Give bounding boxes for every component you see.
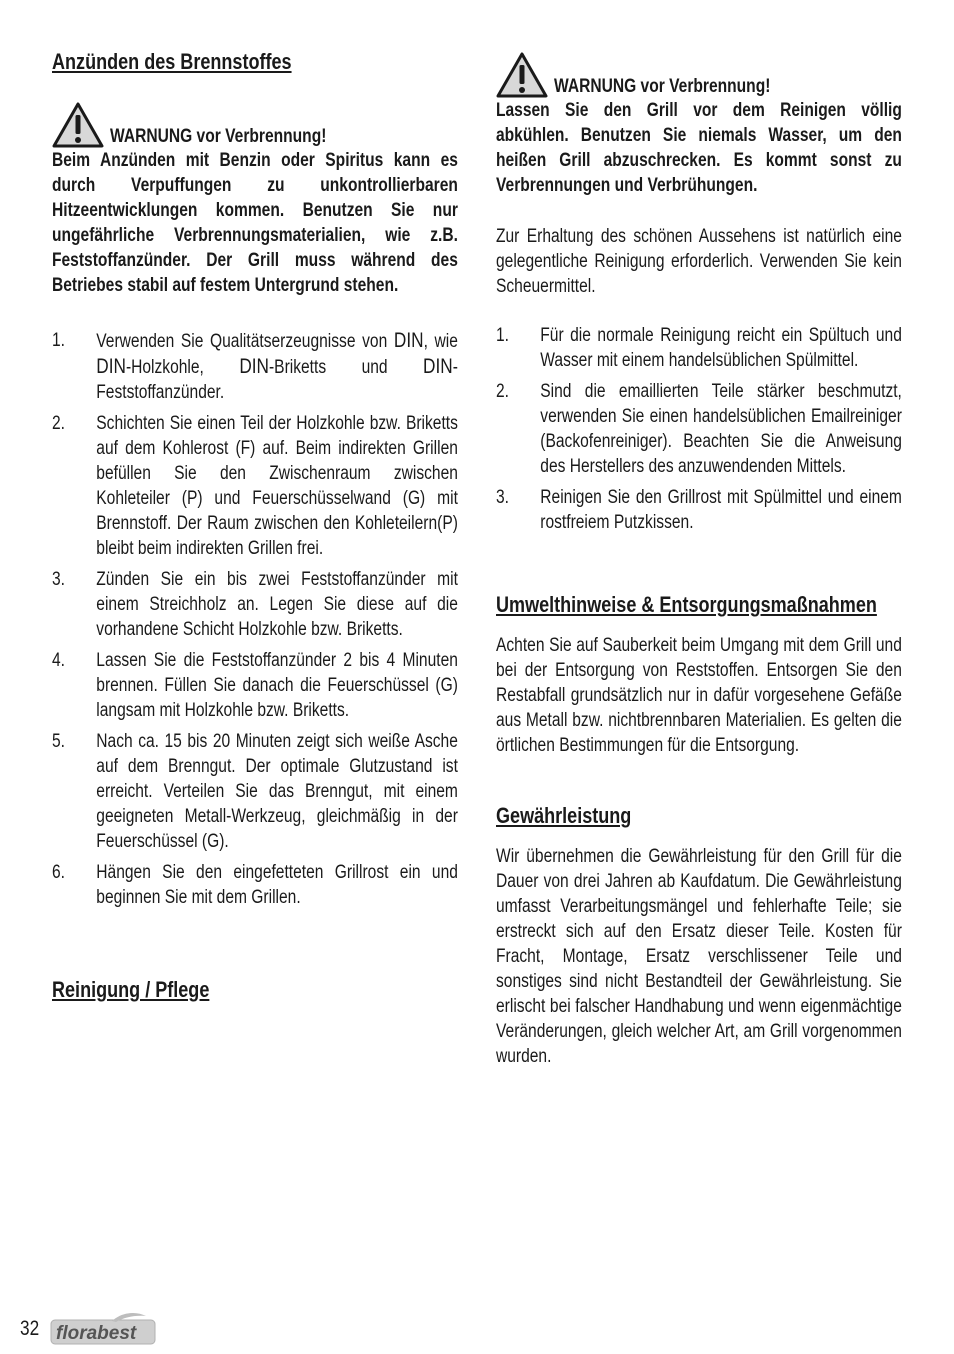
cleaning-intro: Zur Erhaltung des schönen Aussehens ist natürlich eine gelegentliche Reinigung erforderlich. Verwenden Sie kein Scheuermittel. [496, 226, 902, 297]
svg-text:florabest: florabest [56, 1323, 137, 1344]
list-item [496, 485, 902, 535]
din-mark: DIN [239, 355, 269, 378]
warning-header-right [496, 48, 902, 98]
step-number: 4. [52, 650, 66, 671]
florabest-logo [50, 1312, 156, 1346]
din-mark: DIN [423, 355, 453, 378]
step-text: Reinigen Sie den Grillrost mit Spülmittel und einem rostfreiem Putzkissen. [540, 487, 902, 533]
step-text: Lassen Sie die Feststoffanzünder 2 bis 4 Minuten brennen. Füllen Sie danach die Feuerschüssel (G) langsam mit Holzkohle bzw. Briketts. [96, 650, 458, 721]
step-text: Verwenden Sie Qualitätserzeugnisse von DIN, wie DIN-Holzkohle, DIN-Briketts und DIN-Feststoffanzünder. [96, 329, 458, 403]
warning-text-left: Beim Anzünden mit Benzin oder Spiritus kann es durch Verpuffungen zu unkontrollierbaren Hitzeentwicklungen kommen. Benutzen Sie nur ungefährliche Verbrennungsmaterialien, wie z.B. Feststoffanzünder. Der Grill muss während des Betriebes stabil auf festem Untergrund stehen. [52, 150, 458, 296]
step-number: 6. [52, 862, 66, 883]
step-number: 2. [52, 413, 66, 434]
list-item [52, 729, 458, 854]
heading-umwelthinweise: Umwelthinweise & Entsorgungsmaßnahmen [496, 592, 877, 617]
step-text: Zünden Sie ein bis zwei Feststoffanzünder mit einem Streichholz an. Legen Sie diese auf die vorhandene Schicht Holzkohle bzw. Briketts. [96, 569, 458, 640]
warning-triangle-icon [52, 102, 104, 148]
page-footer [20, 1312, 156, 1346]
list-item [52, 648, 458, 723]
din-mark: DIN [96, 355, 126, 378]
heading-reinigung: Reinigung / Pflege [52, 977, 210, 1002]
step-number: 2. [496, 381, 510, 402]
warning-title-right: WARNUNG vor Verbrennung! [554, 76, 771, 97]
left-column [52, 48, 458, 1004]
step-number: 3. [52, 569, 66, 590]
environment-text: Achten Sie auf Sauberkeit beim Umgang mit dem Grill und bei der Entsorgung von Reststoffen. Entsorgen Sie den Restabfall grundsätzlich nur in dafür vorgesehene Gefäße aus Metall bzw. nichtbrennbaren Materialien. Es gelten die örtlichen Bestimmungen für die Entsorgung. [496, 635, 902, 756]
warning-header-left [52, 98, 458, 148]
step-text: Schichten Sie einen Teil der Holzkohle bzw. Briketts auf dem Kohlerost (F) auf. Beim indirekten Grillen befüllen Sie den Zwischenraum zwischen Kohleteiler (P) und Feuerschüsselwand (G) mit Brennstoff. Der Raum zwischen den Kohleteilern(P) bleibt beim indirekten Grillen frei. [96, 413, 458, 559]
step-number: 3. [496, 487, 510, 508]
step-number: 1. [52, 330, 66, 351]
list-item [52, 411, 458, 561]
list-item [496, 323, 902, 373]
warning-text-right: Lassen Sie den Grill vor dem Reinigen völlig abkühlen. Benutzen Sie niemals Wasser, um den heißen Grill abzuschrecken. Es kommt sonst zu Verbrennungen und Verbrühungen. [496, 100, 902, 196]
step-text: Hängen Sie den eingefetteten Grillrost ein und beginnen Sie mit dem Grillen. [96, 862, 458, 908]
lighting-steps [52, 328, 458, 910]
warning-triangle-icon [496, 52, 548, 98]
right-column [496, 48, 902, 1069]
step-text: Sind die emaillierten Teile stärker beschmutzt, verwenden Sie einen handelsüblichen Emailreiniger (Backofenreiniger). Beachten Sie die Anweisung des Herstellers des anzuwendenden Mittels. [540, 381, 902, 477]
list-item [52, 567, 458, 642]
page-number: 32 [20, 1317, 40, 1340]
warning-title-left: WARNUNG vor Verbrennung! [110, 126, 327, 147]
warranty-text: Wir übernehmen die Gewährleistung für den Grill für die Dauer von drei Jahren ab Kaufdatum. Die Gewährleistung umfasst Verarbeitungsmängel und fehlerhafte Teile; sie erstreckt sich auf den Ersatz dieser Teile. Kosten für Fracht, Montage, Ersatz verschlissener Teile und sonstiges sind nicht Bestandteil der Gewährleistung. Sie erlischt bei falscher Handhabung und wenn eigenmächtige Veränderungen, gleich welcher Art, am Grill vorgenommen wurden. [496, 846, 902, 1067]
step-text: Nach ca. 15 bis 20 Minuten zeigt sich weiße Asche auf dem Brenngut. Der optimale Glutzustand ist erreicht. Verteilen Sie das Brenngut, mit einem geeigneten Metall-Werkzeug, gleichmäßig in der Feuerschüssel (G). [96, 731, 458, 852]
din-mark: DIN [393, 329, 424, 352]
heading-anzuenden: Anzünden des Brennstoffes [52, 49, 292, 74]
list-item [52, 328, 458, 405]
list-item [52, 860, 458, 910]
heading-gewaehrleistung: Gewährleistung [496, 803, 632, 828]
step-number: 1. [496, 325, 510, 346]
step-text: Für die normale Reinigung reicht ein Spültuch und Wasser mit einem handelsüblichen Spülmittel. [540, 325, 902, 371]
step-number: 5. [52, 731, 66, 752]
list-item [496, 379, 902, 479]
cleaning-steps [496, 323, 902, 535]
